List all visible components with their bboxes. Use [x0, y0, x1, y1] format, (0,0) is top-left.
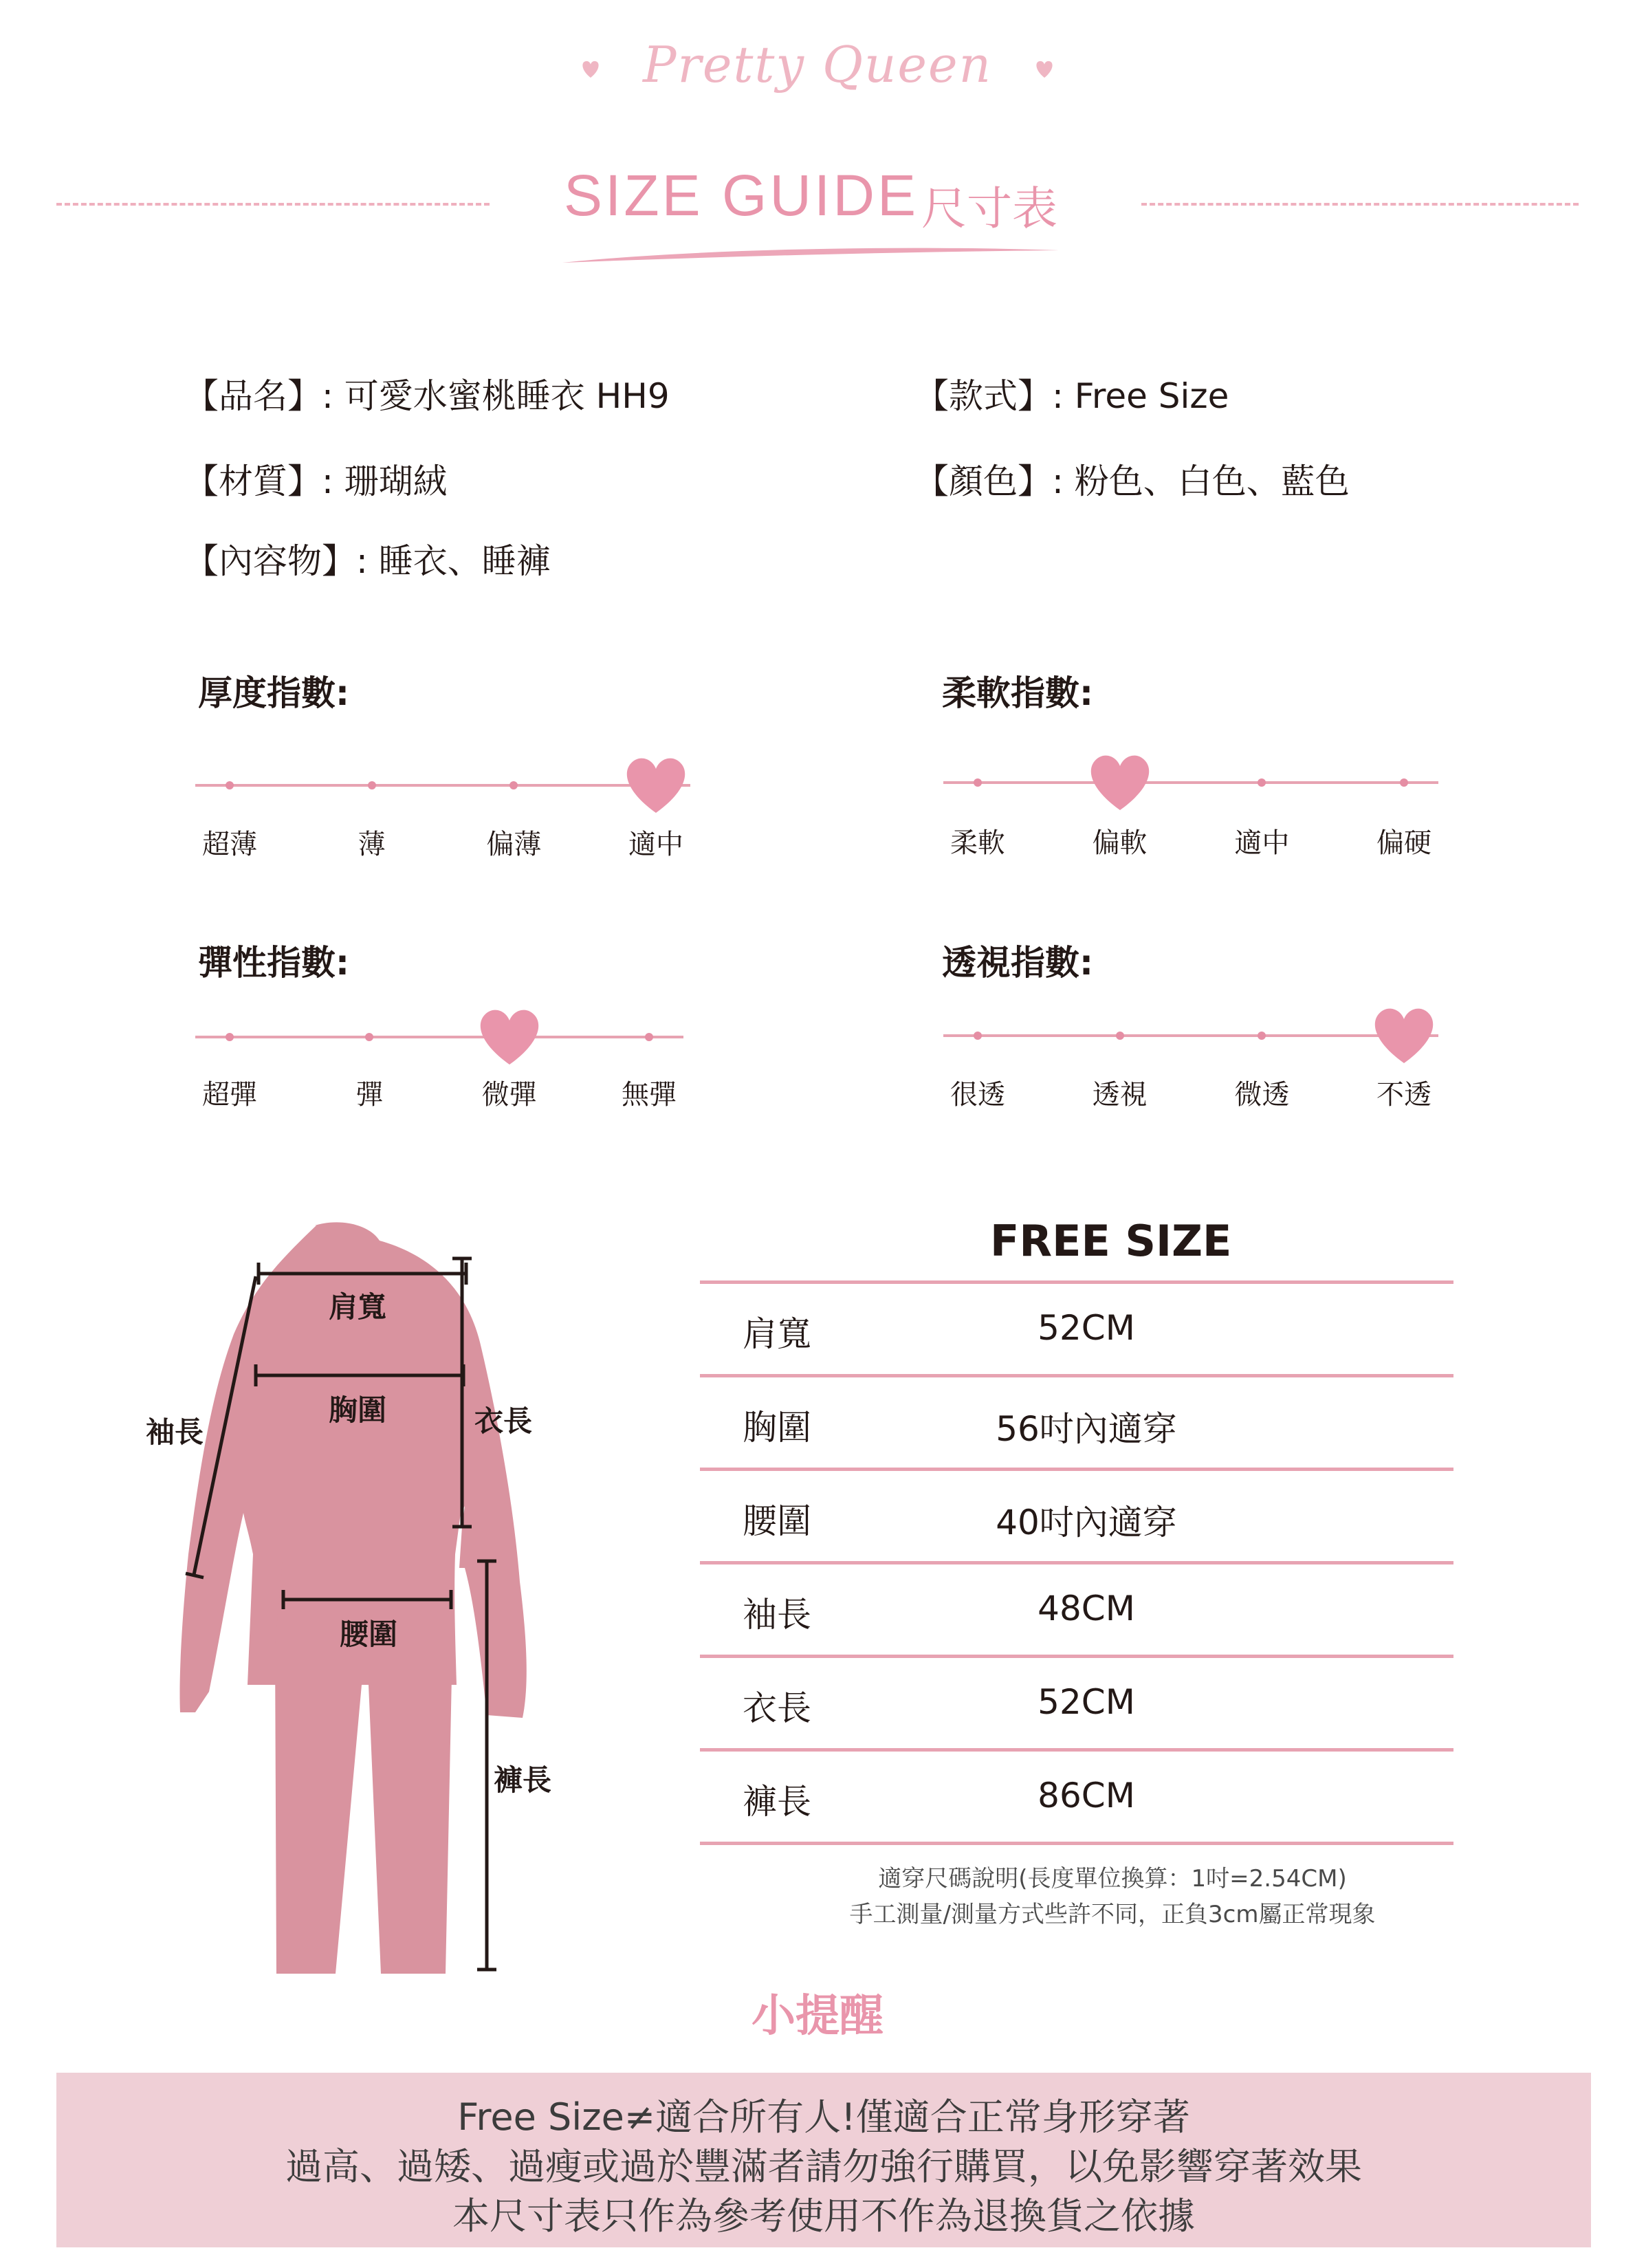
table-divider: [700, 1748, 1453, 1752]
table-divider: [700, 1655, 1453, 1658]
table-divider: [700, 1842, 1453, 1845]
elasticity-scale-dot: [226, 1033, 234, 1041]
thickness-scale-dot: [509, 781, 518, 789]
softness-scale-dot: [1400, 778, 1408, 787]
heart-icon: [580, 58, 602, 80]
thickness-selected-heart-icon: [623, 754, 689, 814]
softness-scale-dot: [1258, 778, 1266, 787]
transparency-level-label: 透視: [1092, 1079, 1148, 1111]
table-title: FREE SIZE: [990, 1216, 1232, 1266]
table-row-label: 肩寬: [743, 1314, 811, 1354]
reminder-line: Free Size≠適合所有人!僅適合正常身形穿著: [457, 2095, 1190, 2139]
size-note: 適穿尺碼說明(長度單位換算：1吋=2.54CM): [878, 1865, 1347, 1893]
heart-icon: [1033, 58, 1055, 80]
info-material: 【材質】: 珊瑚絨: [184, 461, 448, 501]
page-title: SIZE GUIDE: [564, 163, 919, 228]
softness-level-label: 偏硬: [1376, 827, 1431, 859]
table-row-label: 衣長: [743, 1688, 811, 1728]
transparency-scale-line: [943, 1034, 1438, 1037]
divider: [1141, 203, 1579, 206]
brand-logo: [0, 36, 1635, 94]
divider: [56, 203, 490, 206]
transparency-level-label: 不透: [1376, 1079, 1431, 1111]
thickness-scale-line: [195, 784, 690, 787]
label-pants: 褲長: [494, 1763, 552, 1797]
table-row-value: 52CM: [1038, 1308, 1135, 1348]
softness-scale-line: [943, 781, 1438, 784]
elasticity-scale-dot: [645, 1033, 653, 1041]
garment-illustration: [138, 1210, 578, 1981]
softness-level-label: 適中: [1234, 827, 1290, 859]
page-title-zh: 尺寸表: [921, 182, 1057, 235]
softness-level-label: 柔軟: [950, 827, 1005, 859]
label-sleeve: 袖長: [146, 1415, 204, 1449]
label-waist: 腰圍: [340, 1617, 398, 1651]
label-shoulder: 肩寬: [329, 1290, 387, 1324]
softness-title: 柔軟指數:: [942, 673, 1093, 713]
info-contents: 【內容物】: 睡衣、睡褲: [184, 541, 551, 581]
thickness-scale-dot: [368, 781, 376, 789]
transparency-level-label: 很透: [950, 1079, 1005, 1111]
softness-selected-heart-icon: [1087, 751, 1153, 811]
info-name: 【品名】: 可愛水蜜桃睡衣 HH9: [184, 376, 670, 416]
table-divider: [700, 1561, 1453, 1564]
table-row-label: 褲長: [743, 1782, 811, 1822]
softness-level-label: 偏軟: [1092, 827, 1148, 859]
table-row-value: 48CM: [1038, 1589, 1135, 1628]
reminder-line: 過高、過矮、過瘦或過於豐滿者請勿強行購買，以免影響穿著效果: [285, 2145, 1362, 2188]
thickness-title: 厚度指數:: [198, 673, 349, 713]
thickness-scale-dot: [226, 781, 234, 789]
title-underline: [557, 237, 1066, 271]
table-row-value: 40吋內適穿: [996, 1503, 1177, 1542]
elasticity-level-label: 微彈: [481, 1079, 537, 1111]
transparency-selected-heart-icon: [1371, 1004, 1437, 1065]
measure-note: 手工測量/測量方式些許不同，正負3cm屬正常現象: [849, 1901, 1376, 1928]
transparency-scale-dot: [1116, 1032, 1124, 1040]
table-row-label: 袖長: [743, 1595, 811, 1635]
thickness-level-label: 超薄: [202, 829, 257, 860]
elasticity-title: 彈性指數:: [198, 943, 349, 983]
table-row-value: 86CM: [1038, 1776, 1135, 1816]
elasticity-level-label: 超彈: [202, 1079, 257, 1111]
brand-name: Pretty Queen: [643, 36, 992, 94]
thickness-level-label: 適中: [628, 829, 683, 860]
label-length: 衣長: [474, 1404, 533, 1438]
softness-scale-dot: [974, 778, 982, 787]
table-row-value: 56吋內適穿: [996, 1409, 1177, 1449]
thickness-level-label: 偏薄: [486, 829, 542, 860]
elasticity-level-label: 無彈: [622, 1079, 677, 1111]
table-divider: [700, 1374, 1453, 1377]
reminder-line: 本尺寸表只作為參考使用不作為退換貨之依據: [452, 2194, 1195, 2238]
thickness-level-label: 薄: [358, 829, 386, 860]
table-row-label: 胸圍: [743, 1408, 811, 1448]
transparency-scale-dot: [1258, 1032, 1266, 1040]
table-divider: [700, 1468, 1453, 1471]
elasticity-selected-heart-icon: [476, 1005, 542, 1066]
table-row-label: 腰圍: [743, 1501, 811, 1541]
label-chest: 胸圍: [329, 1393, 387, 1427]
elasticity-scale-dot: [365, 1033, 373, 1041]
reminder-title: 小提醒: [751, 1991, 884, 2042]
transparency-title: 透視指數:: [942, 943, 1093, 983]
table-row-value: 52CM: [1038, 1682, 1135, 1722]
table-divider: [700, 1280, 1453, 1284]
transparency-scale-dot: [974, 1032, 982, 1040]
elasticity-level-label: 彈: [355, 1079, 384, 1111]
info-color: 【顏色】: 粉色、白色、藍色: [914, 461, 1350, 501]
info-style: 【款式】: Free Size: [914, 376, 1229, 416]
transparency-level-label: 微透: [1234, 1079, 1290, 1111]
elasticity-scale-line: [195, 1036, 683, 1038]
